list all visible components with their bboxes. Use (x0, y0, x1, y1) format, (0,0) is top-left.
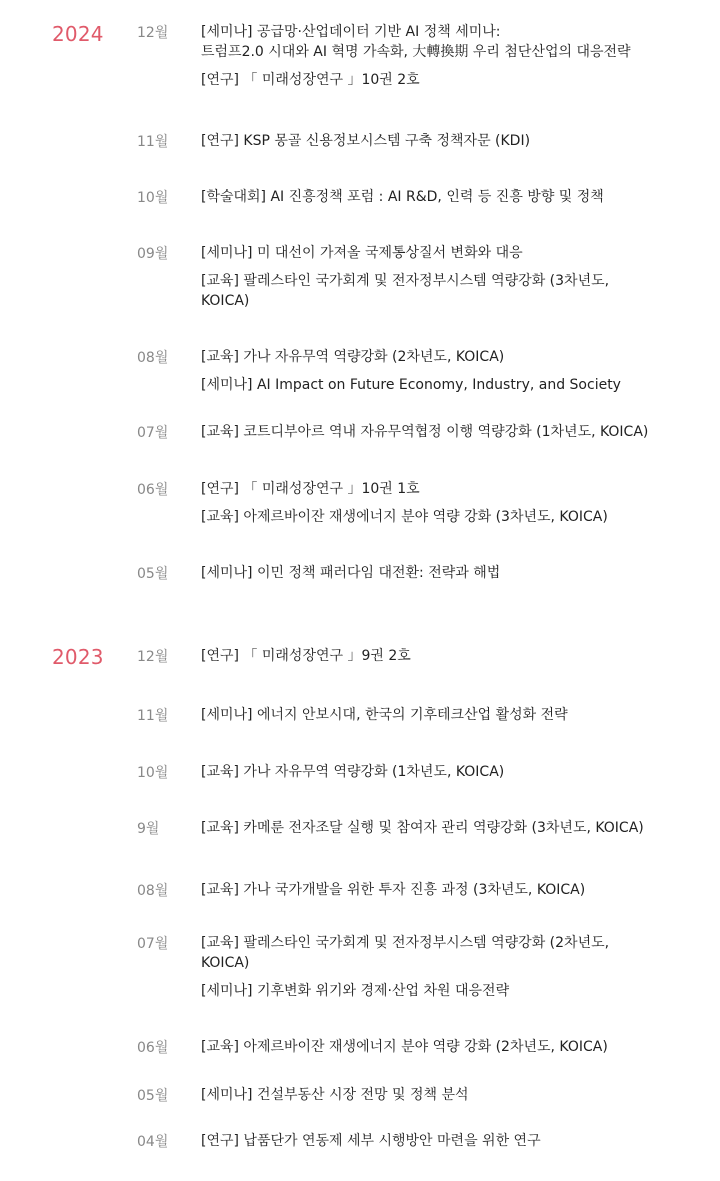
event-text: [교육] 가나 국가개발을 위한 투자 진흥 과정 (3차년도, KOICA) (201, 882, 586, 898)
event-text: [세미나] 건설부동산 시장 전망 및 정책 분석 (201, 1087, 469, 1103)
month-label: 10월 (137, 190, 169, 206)
event-item[interactable] (201, 1085, 691, 1105)
event-text: [세미나] 이민 정책 패러다임 대전환: 전략과 해법 (201, 565, 501, 581)
month-label: 05월 (137, 566, 169, 582)
month-label: 07월 (137, 425, 169, 441)
event-text: [교육] 카메룬 전자조달 실행 및 참여자 관리 역량강화 (3차년도, KOICA) (201, 820, 644, 836)
month-label: 05월 (137, 1088, 169, 1104)
event-text: [세미나] 에너지 안보시대, 한국의 기후테크산업 활성화 전략 (201, 707, 568, 723)
event-list (201, 563, 691, 583)
event-item[interactable] (201, 705, 691, 725)
event-text: [교육] 팔레스타인 국가회계 및 전자정부시스템 역량강화 (3차년도, (201, 273, 610, 289)
event-text: [교육] 가나 자유무역 역량강화 (2차년도, KOICA) (201, 349, 505, 365)
month-label: 06월 (137, 1040, 169, 1056)
event-list (201, 1037, 691, 1057)
event-text: [세미나] 공급망·산업데이터 기반 AI 정책 세미나: (201, 24, 501, 40)
event-text: KOICA) (201, 955, 250, 971)
month-label: 08월 (137, 350, 169, 366)
month-label: 08월 (137, 883, 169, 899)
month-label: 11월 (137, 708, 169, 724)
event-list (201, 422, 691, 442)
event-item[interactable] (201, 507, 691, 527)
event-text: [연구] 「 미래성장연구 」9권 2호 (201, 648, 411, 664)
event-text: [세미나] 기후변화 위기와 경제·산업 차원 대응전략 (201, 983, 510, 999)
month-label: 10월 (137, 765, 169, 781)
event-text: 트럼프2.0 시대와 AI 혁명 가속화, 大轉換期 우리 첨단산업의 대응전략 (201, 44, 631, 60)
event-item[interactable] (201, 981, 691, 1001)
event-item[interactable] (201, 762, 691, 782)
month-label: 12월 (137, 25, 169, 41)
event-item[interactable] (201, 375, 691, 395)
event-item[interactable] (201, 243, 691, 263)
event-item[interactable] (201, 131, 691, 151)
event-item[interactable] (201, 563, 691, 583)
event-list (201, 1131, 691, 1151)
event-list (201, 818, 691, 838)
event-text: [교육] 코트디부아르 역내 자유무역협정 이행 역량강화 (1차년도, KOICA) (201, 424, 649, 440)
month-label: 09월 (137, 246, 169, 262)
event-item[interactable] (201, 1131, 691, 1151)
month-label: 9월 (137, 821, 160, 837)
year-heading: 2024 (52, 22, 104, 46)
event-text: [연구] 납품단가 연동제 세부 시행방안 마련을 위한 연구 (201, 1133, 541, 1149)
event-list (201, 187, 691, 207)
event-text: [학술대회] AI 진흥정책 포럼 : AI R&D, 인력 등 진흥 방향 및 정책 (201, 189, 604, 205)
event-list (201, 243, 691, 311)
event-item[interactable] (201, 880, 691, 900)
event-item[interactable] (201, 479, 691, 499)
event-item[interactable] (201, 422, 691, 442)
event-list (201, 131, 691, 151)
event-item[interactable] (201, 70, 691, 90)
event-text: [연구] 「 미래성장연구 」10권 1호 (201, 481, 420, 497)
month-label: 11월 (137, 134, 169, 150)
month-label: 06월 (137, 482, 169, 498)
year-heading: 2023 (52, 645, 104, 669)
event-text: [교육] 아제르바이잔 재생에너지 분야 역량 강화 (2차년도, KOICA) (201, 1039, 608, 1055)
event-list (201, 347, 691, 395)
event-item[interactable] (201, 1037, 691, 1057)
event-text: KOICA) (201, 293, 250, 309)
event-text: [교육] 아제르바이잔 재생에너지 분야 역량 강화 (3차년도, KOICA) (201, 509, 608, 525)
event-text: [연구] 「 미래성장연구 」10권 2호 (201, 72, 420, 88)
event-list (201, 22, 691, 90)
event-list (201, 646, 691, 666)
month-label: 12월 (137, 649, 169, 665)
event-item[interactable] (201, 22, 691, 62)
event-item[interactable] (201, 187, 691, 207)
event-list (201, 705, 691, 725)
event-item[interactable] (201, 271, 691, 311)
event-text: [세미나] 미 대선이 가져올 국제통상질서 변화와 대응 (201, 245, 523, 261)
event-item[interactable] (201, 818, 691, 838)
event-item[interactable] (201, 347, 691, 367)
event-list (201, 1085, 691, 1105)
month-label: 04월 (137, 1134, 169, 1150)
event-text: [교육] 팔레스타인 국가회계 및 전자정부시스템 역량강화 (2차년도, (201, 935, 610, 951)
event-item[interactable] (201, 933, 691, 973)
month-label: 07월 (137, 936, 169, 952)
event-list (201, 880, 691, 900)
event-text: [연구] KSP 몽골 신용정보시스템 구축 정책자문 (KDI) (201, 133, 531, 149)
event-list (201, 479, 691, 527)
event-text: [교육] 가나 자유무역 역량강화 (1차년도, KOICA) (201, 764, 505, 780)
event-item[interactable] (201, 646, 691, 666)
event-list (201, 933, 691, 1001)
event-text: [세미나] AI Impact on Future Economy, Industry, and Society (201, 377, 621, 393)
event-list (201, 762, 691, 782)
